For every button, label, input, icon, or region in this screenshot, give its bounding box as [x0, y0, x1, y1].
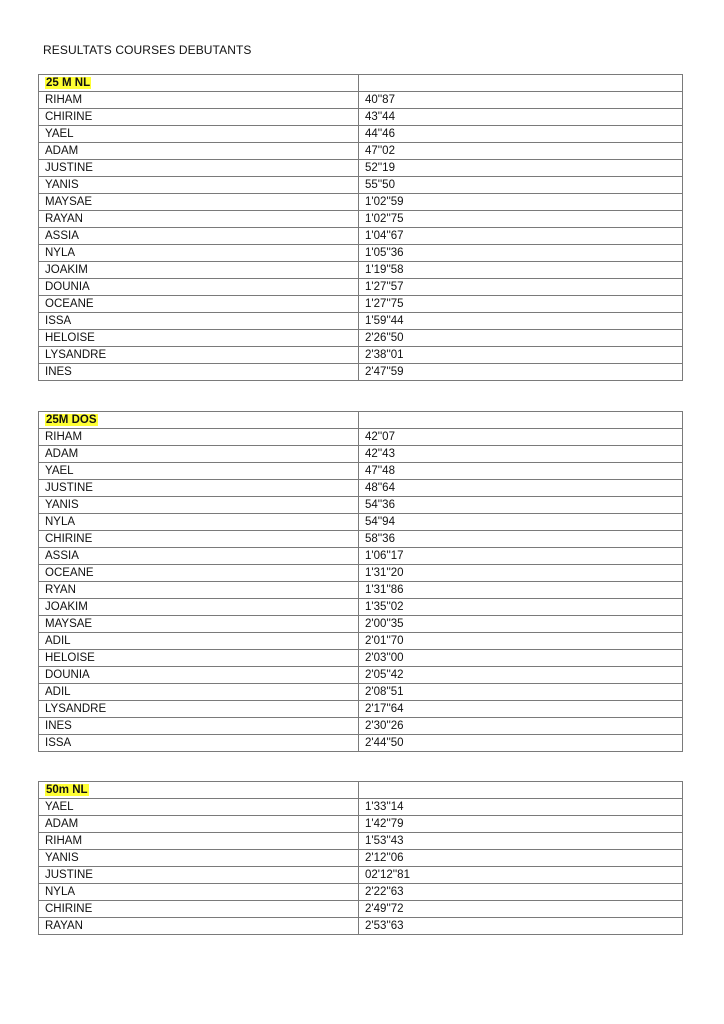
swim-time: 44''46 — [359, 126, 683, 143]
swim-time: 1'42''79 — [359, 816, 683, 833]
result-row — [39, 718, 683, 735]
result-row — [39, 194, 683, 211]
swimmer-name: ADAM — [39, 816, 359, 833]
swim-time: 2'00''35 — [359, 616, 683, 633]
swim-time: 2'30''26 — [359, 718, 683, 735]
swim-time: 2'01''70 — [359, 633, 683, 650]
result-row — [39, 867, 683, 884]
swim-time: 52''19 — [359, 160, 683, 177]
result-row — [39, 330, 683, 347]
swimmer-name: CHIRINE — [39, 109, 359, 126]
result-row — [39, 463, 683, 480]
swim-time: 2'44''50 — [359, 735, 683, 752]
swim-time: 1'59''44 — [359, 313, 683, 330]
result-row — [39, 364, 683, 381]
swimmer-name: YAEL — [39, 799, 359, 816]
swim-time: 02'12''81 — [359, 867, 683, 884]
result-row — [39, 616, 683, 633]
result-row — [39, 901, 683, 918]
result-row — [39, 548, 683, 565]
swimmer-name: JOAKIM — [39, 262, 359, 279]
swimmer-name: NYLA — [39, 245, 359, 262]
swimmer-name: RIHAM — [39, 92, 359, 109]
swimmer-name: LYSANDRE — [39, 347, 359, 364]
section-header-empty-cell — [359, 75, 683, 92]
result-row — [39, 347, 683, 364]
swim-time: 54''36 — [359, 497, 683, 514]
section-heading: 25 M NL — [46, 77, 91, 89]
swim-time: 2'05''42 — [359, 667, 683, 684]
swim-time: 1'19''58 — [359, 262, 683, 279]
section-heading: 25M DOS — [46, 414, 97, 426]
swim-time: 2'03''00 — [359, 650, 683, 667]
result-row — [39, 160, 683, 177]
swim-time: 2'08''51 — [359, 684, 683, 701]
swim-time: 2'53''63 — [359, 918, 683, 935]
swim-time: 1'27''75 — [359, 296, 683, 313]
section-header-empty-cell — [359, 412, 683, 429]
swimmer-name: ADAM — [39, 446, 359, 463]
swim-time: 1'05''36 — [359, 245, 683, 262]
swim-time: 1'31''20 — [359, 565, 683, 582]
swimmer-name: RYAN — [39, 582, 359, 599]
swimmer-name: RAYAN — [39, 211, 359, 228]
result-row — [39, 245, 683, 262]
result-row — [39, 531, 683, 548]
result-row — [39, 429, 683, 446]
swim-time: 2'17''64 — [359, 701, 683, 718]
swim-time: 2'47''59 — [359, 364, 683, 381]
swimmer-name: NYLA — [39, 514, 359, 531]
swimmer-name: YAEL — [39, 463, 359, 480]
swim-time: 42''43 — [359, 446, 683, 463]
results-table-25m-nl — [38, 74, 683, 381]
swim-time: 1'06''17 — [359, 548, 683, 565]
swimmer-name: JUSTINE — [39, 160, 359, 177]
swim-time: 1'27''57 — [359, 279, 683, 296]
result-row — [39, 228, 683, 245]
result-row — [39, 816, 683, 833]
swimmer-name: ADIL — [39, 633, 359, 650]
result-row — [39, 735, 683, 752]
swimmer-name: INES — [39, 718, 359, 735]
swimmer-name: YANIS — [39, 177, 359, 194]
swim-time: 2'38''01 — [359, 347, 683, 364]
swimmer-name: MAYSAE — [39, 194, 359, 211]
swim-time: 1'02''59 — [359, 194, 683, 211]
result-row — [39, 565, 683, 582]
swim-time: 1'53''43 — [359, 833, 683, 850]
swimmer-name: YANIS — [39, 850, 359, 867]
result-row — [39, 109, 683, 126]
result-row — [39, 262, 683, 279]
result-row — [39, 582, 683, 599]
result-row — [39, 633, 683, 650]
result-row — [39, 313, 683, 330]
swimmer-name: ISSA — [39, 735, 359, 752]
result-row — [39, 126, 683, 143]
result-row — [39, 684, 683, 701]
swimmer-name: ISSA — [39, 313, 359, 330]
result-row — [39, 799, 683, 816]
swimmer-name: MAYSAE — [39, 616, 359, 633]
result-row — [39, 143, 683, 160]
swimmer-name: DOUNIA — [39, 279, 359, 296]
result-row — [39, 497, 683, 514]
swimmer-name: ASSIA — [39, 228, 359, 245]
swimmer-name: HELOISE — [39, 650, 359, 667]
section-header-cell — [39, 75, 359, 92]
swimmer-name: OCEANE — [39, 296, 359, 313]
swimmer-name: JUSTINE — [39, 480, 359, 497]
document-title: RESULTATS COURSES DEBUTANTS — [43, 43, 252, 57]
swimmer-name: HELOISE — [39, 330, 359, 347]
swimmer-name: RIHAM — [39, 833, 359, 850]
swim-time: 48''64 — [359, 480, 683, 497]
swim-time: 1'33''14 — [359, 799, 683, 816]
swimmer-name: JUSTINE — [39, 867, 359, 884]
swimmer-name: INES — [39, 364, 359, 381]
swimmer-name: DOUNIA — [39, 667, 359, 684]
swimmer-name: NYLA — [39, 884, 359, 901]
result-row — [39, 514, 683, 531]
swimmer-name: CHIRINE — [39, 531, 359, 548]
swimmer-name: OCEANE — [39, 565, 359, 582]
swim-time: 47''48 — [359, 463, 683, 480]
result-row — [39, 918, 683, 935]
swimmer-name: RIHAM — [39, 429, 359, 446]
result-row — [39, 177, 683, 194]
section-header-row — [39, 782, 683, 799]
result-row — [39, 599, 683, 616]
result-row — [39, 884, 683, 901]
result-row — [39, 650, 683, 667]
swim-time: 54''94 — [359, 514, 683, 531]
swimmer-name: YANIS — [39, 497, 359, 514]
swimmer-name: ADIL — [39, 684, 359, 701]
result-row — [39, 446, 683, 463]
swimmer-name: YAEL — [39, 126, 359, 143]
swim-time: 47''02 — [359, 143, 683, 160]
swim-time: 58''36 — [359, 531, 683, 548]
swim-time: 2'26''50 — [359, 330, 683, 347]
swim-time: 1'35''02 — [359, 599, 683, 616]
result-row — [39, 279, 683, 296]
swimmer-name: LYSANDRE — [39, 701, 359, 718]
swimmer-name: JOAKIM — [39, 599, 359, 616]
swim-time: 1'31''86 — [359, 582, 683, 599]
result-row — [39, 296, 683, 313]
result-row — [39, 667, 683, 684]
result-row — [39, 850, 683, 867]
result-row — [39, 480, 683, 497]
result-row — [39, 833, 683, 850]
swim-time: 43''44 — [359, 109, 683, 126]
result-row — [39, 211, 683, 228]
results-table-50m-nl — [38, 781, 683, 935]
swim-time: 2'12''06 — [359, 850, 683, 867]
swim-time: 2'49''72 — [359, 901, 683, 918]
swim-time: 2'22''63 — [359, 884, 683, 901]
swim-time: 42''07 — [359, 429, 683, 446]
swim-time: 1'04''67 — [359, 228, 683, 245]
result-row — [39, 92, 683, 109]
section-header-row — [39, 412, 683, 429]
result-row — [39, 701, 683, 718]
section-header-cell — [39, 782, 359, 799]
results-table-25m-dos — [38, 411, 683, 752]
swim-time: 55''50 — [359, 177, 683, 194]
swimmer-name: RAYAN — [39, 918, 359, 935]
swimmer-name: ASSIA — [39, 548, 359, 565]
swimmer-name: ADAM — [39, 143, 359, 160]
section-header-cell — [39, 412, 359, 429]
section-heading: 50m NL — [46, 784, 88, 796]
section-header-row — [39, 75, 683, 92]
swimmer-name: CHIRINE — [39, 901, 359, 918]
swim-time: 40''87 — [359, 92, 683, 109]
section-header-empty-cell — [359, 782, 683, 799]
swim-time: 1'02''75 — [359, 211, 683, 228]
